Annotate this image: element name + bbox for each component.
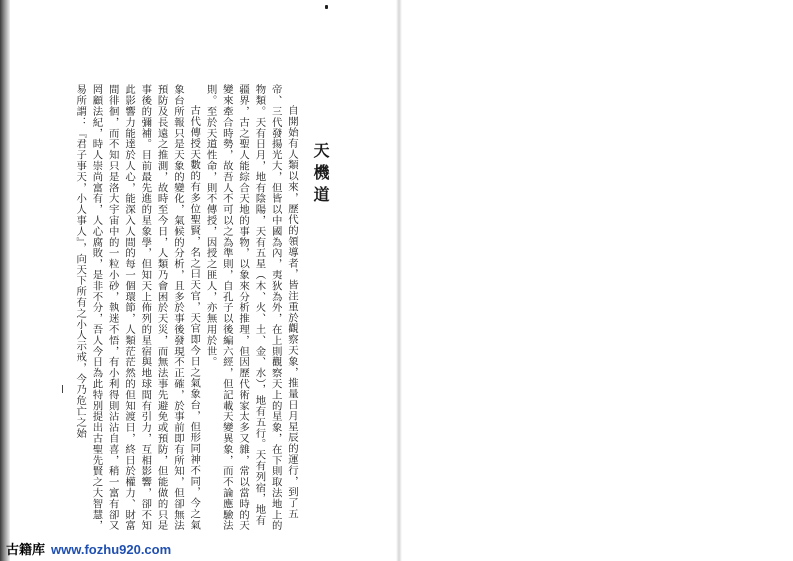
watermark-url[interactable]: www.fozhu920.com [51, 542, 172, 557]
paragraph-1: 自開始有人類以來，歷代的領導者，皆注重於觀察天象，推量日月星辰的運行，到了五帝、三代發揚光大，但皆以中國為內，夷狄為外，在上則觀察天上的星象，在下則取法地上的物類。天有日月，地有陰陽，天有五星（木、火、土、金、水），地有五行。天有列宿，地有疆界，古之聖人能綜合天地的事物，以象來分析推理，但因歷代術家太多又雜，常以當時的天變來牽合時勢，故吾人不可以之為準則，自孔子以後編六經，但記載天變異象，而不論應驗法則。至於天道性命，則不傳授，因授之匪人，亦無用於世。 [204, 84, 298, 531]
paragraph-2: 古代傳授天數的有多位聖賢，名之曰天官，天官即今日之氣象台，但形同神不同，今之氣象台所報只是天象的變化，氣候的分析，且多於事後發現不正確，於事前即有所知，但卻無法預防及長遠之推測，故時至今日，人類乃會困於天災，而無法事先避免或預防，但能做的只是事後的彌補。目前最先進的星象學，但知天上佈列的星宿與地球間有引力，互相影響，卻不知此影響力能達於人心，能深入人間的每一個環節，人類茫茫然的但知渡日，終日於權力、財富間徘徊，而不知只是洛大宇宙中的一粒小砂，執迷不悟，有小利得則沾沾自喜，稍一富有卻又罔顧法紀，時人崇尚富有，人心腐敗，是非不分，吾人今日為此特別提出古聖先賢之大智慧，易所謂：『君子事天，小人事人』，向天下所有之小人示戒，今乃危亡之始 [74, 84, 201, 531]
body-text [74, 84, 300, 534]
watermark-brand: 古籍库 [6, 542, 46, 557]
margin-mark [62, 385, 63, 393]
book-spine [396, 0, 402, 561]
watermark-footer [6, 539, 216, 559]
scanned-page-edge [0, 0, 10, 561]
chapter-title: 天機道 [311, 142, 330, 208]
scan-speck [325, 5, 328, 9]
